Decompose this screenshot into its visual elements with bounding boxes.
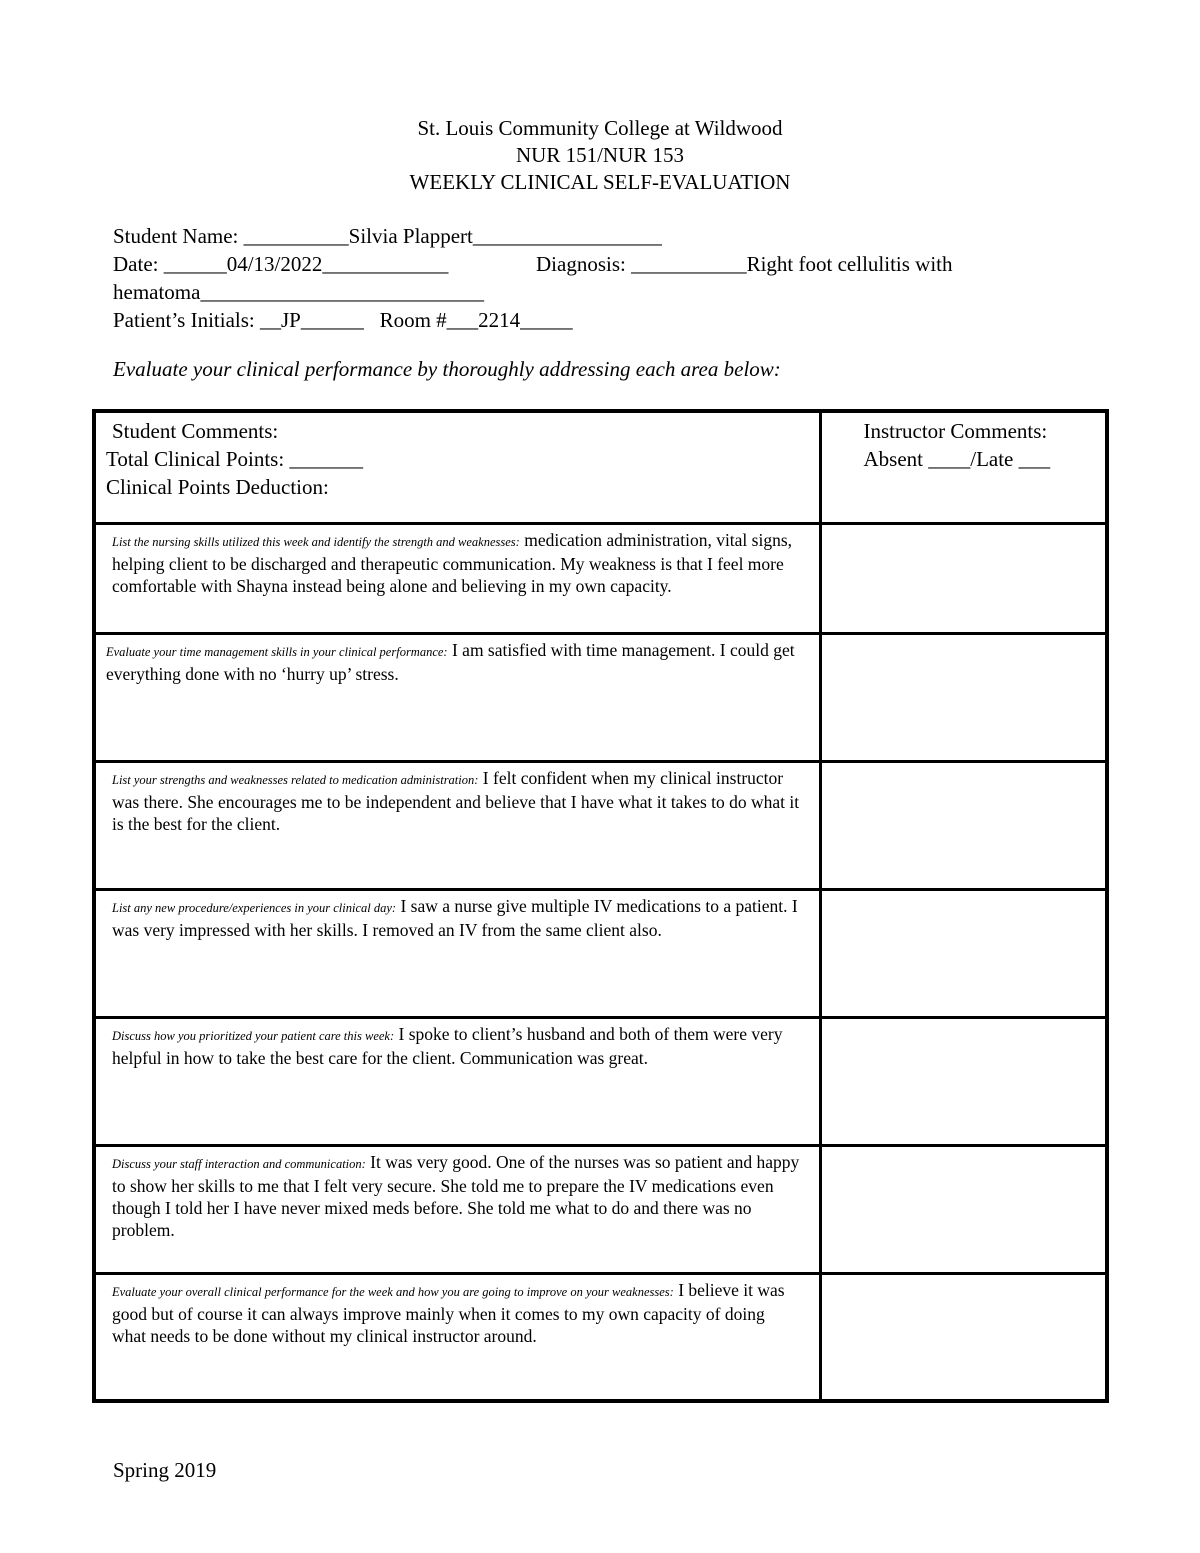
question-prompt: Evaluate your overall clinical performance for the week and how you are going to improve on your weaknesses: [112,1284,674,1299]
student-response-cell [94,523,820,633]
instructor-response-cell [820,633,1107,761]
student-response-cell [94,889,820,1017]
student-answer: medication administration, vital signs, helping client to be discharged and therapeutic communication. My weakness is that I feel more comfortable with Shayna instead being alone and believing in my own capacity. [112,529,793,596]
table-row [94,523,1107,633]
student-name-line: Student Name: __________Silvia Plappert__________________ [113,224,662,248]
points-deduction-label: Clinical Points Deduction: [106,475,329,499]
table-row [94,761,1107,889]
student-response-cell [94,1145,820,1273]
student-answer: It was very good. One of the nurses was so patient and happy to show her skills to me that I felt very secure. She told me to prepare the IV medications even though I told her I have never mixed meds before. She told me what to do and there was no problem. [112,1151,800,1240]
question-prompt: List any new procedure/experiences in your clinical day: [112,900,397,915]
instructor-response-cell [820,1273,1107,1401]
college-name: St. Louis Community College at Wildwood [417,116,783,140]
instructor-comments-cell [820,411,1107,523]
diagnosis-continuation: hematoma___________________________ [113,280,484,304]
student-comments-cell [94,411,820,523]
question-prompt: Discuss how you prioritized your patient care this week: [112,1028,395,1043]
instruction-text: Evaluate your clinical performance by thoroughly addressing each area below: [113,357,781,381]
student-comments-label: Student Comments: [112,419,279,443]
student-response-cell [94,761,820,889]
student-response-cell [94,633,820,761]
student-answer: I spoke to client’s husband and both of them were very helpful in how to take the best care for the client. Communication was great. [112,1023,783,1068]
student-answer: I felt confident when my clinical instructor was there. She encourages me to be independent and believe that I have what it takes to do what it is the best for the client. [112,767,800,834]
student-response-cell [94,1273,820,1401]
table-header-row [94,411,1107,523]
absent-late-label: Absent ____/Late ___ [863,447,1051,471]
question-prompt: Discuss your staff interaction and communication: [112,1156,366,1171]
table-row [94,633,1107,761]
total-points-label: Total Clinical Points: _______ [106,447,363,471]
table-row [94,1145,1107,1273]
instructor-response-cell [820,761,1107,889]
student-answer: I saw a nurse give multiple IV medications to a patient. I was very impressed with her skills. I removed an IV from the same client also. [112,895,798,940]
date-field: Date: ______04/13/2022____________ [113,252,449,276]
form-title: WEEKLY CLINICAL SELF-EVALUATION [409,170,791,194]
evaluation-table [92,409,1109,1403]
student-answer: I believe it was good but of course it can always improve mainly when it comes to my own capacity of doing what needs to be done without my clinical instructor around. [112,1279,785,1346]
question-prompt: List your strengths and weaknesses related to medication administration: [112,772,479,787]
student-response-cell [94,1017,820,1145]
instructor-comments-label: Instructor Comments: [863,419,1048,443]
diagnosis-field: Diagnosis: ___________Right foot cellulitis with [536,252,953,276]
patient-room-line: Patient’s Initials: __JP______ Room #___2214_____ [113,308,573,332]
footer-term: Spring 2019 [113,1458,217,1482]
student-info [113,222,1043,334]
student-answer: I am satisfied with time management. I could get everything done with no ‘hurry up’ stress. [106,639,795,684]
table-row [94,1017,1107,1145]
course-code: NUR 151/NUR 153 [515,143,684,167]
date-diagnosis-line [113,250,1043,278]
question-prompt: Evaluate your time management skills in your clinical performance: [106,644,448,659]
instructor-response-cell [820,1017,1107,1145]
question-prompt: List the nursing skills utilized this week and identify the strength and weaknesses: [112,534,520,549]
document-header [0,115,1200,196]
instructor-response-cell [820,889,1107,1017]
instructor-response-cell [820,523,1107,633]
table-row [94,1273,1107,1401]
instructor-response-cell [820,1145,1107,1273]
table-row [94,889,1107,1017]
